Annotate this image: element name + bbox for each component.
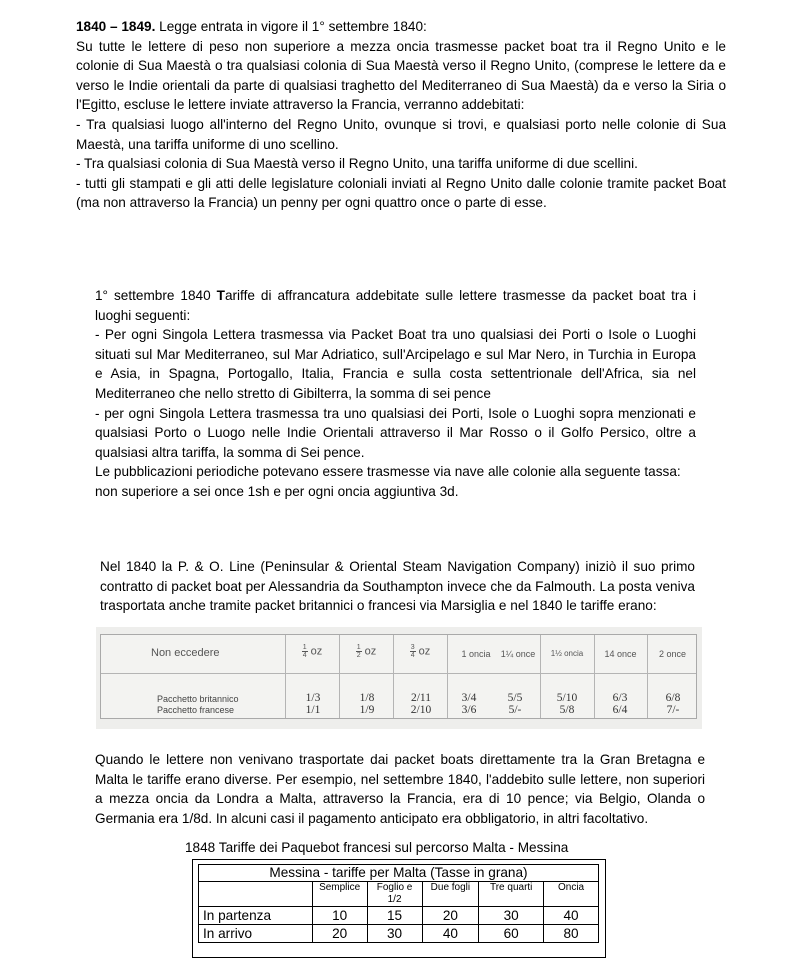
section-1-heading: 1840 – 1849. bbox=[76, 19, 156, 34]
cell-value: 5/8 bbox=[559, 704, 575, 716]
fraction-numerator: 1 bbox=[356, 644, 361, 651]
section-2-paragraph: Le pubblicazioni periodiche potevano essere trasmesse via nave alle colonie alla seguente tassa: bbox=[95, 464, 681, 480]
cell-value: 1/8 bbox=[359, 692, 375, 704]
cell-value: 1/9 bbox=[359, 704, 375, 716]
fraction bbox=[410, 644, 416, 659]
table-cell: 80 bbox=[544, 925, 599, 943]
section-1-paragraph: - Tra qualsiasi luogo all'interno del Regno Unito, ovunque si trovi, e qualsiasi porto nelle colonie di Sua Maestà, una tariffa uniforme di uno scellino. bbox=[76, 116, 726, 152]
scanned-rate-table bbox=[96, 627, 702, 729]
section-2-paragraph: - per ogni Singola Lettera trasmessa tra uno qualsiasi dei Porti, Isole o Luoghi sopra menzionati e qualsiasi Porto o Luogo nelle Indie Orientali attraverso il Mar Rosso o il Golfo Persico, oltre a qualsiasi altra tariffa, la somma di Sei pence. bbox=[95, 405, 696, 460]
section-3-paragraph: Nel 1840 la P. & O. Line (Peninsular & Oriental Steam Navigation Company) iniziò il suo primo contratto di packet boat per Alessandria da Southampton invece che da Falmouth. La posta veniva trasportata anche tramite packet britannici o francesi via Marsiglia e nel 1840 le tariffe erano: bbox=[100, 559, 695, 614]
section-1-paragraph: Su tutte le lettere di peso non superiore a mezza oncia trasmesse packet boat tra il Regno Unito e le colonie di Sua Maestà o tra qualsiasi colonia di Sua Maestà verso il Regno Unito, (comprese le lettere da e verso le Indie orientali da parte di qualsiasi traghetto del Mediterraneo di Sua Maestà) da e verso la Siria o l'Egitto, escluse le lettere inviate attraverso la Francia, verranno addebitati: bbox=[76, 38, 726, 113]
oz-unit: oz bbox=[418, 645, 431, 658]
row-label: In partenza bbox=[199, 907, 313, 925]
cell-value: 3/6 bbox=[461, 704, 477, 716]
section-gran-bretagna-malta bbox=[95, 750, 705, 828]
header-14-once: 14 once bbox=[604, 649, 637, 659]
oz-unit: oz bbox=[310, 645, 323, 658]
table-cell: 30 bbox=[367, 925, 422, 943]
cell-value: 3/4 bbox=[461, 692, 477, 704]
header-1-half-oncia: 1½ oncia bbox=[550, 649, 584, 658]
section-2-lead-tail: ariffe di affrancatura addebitate sulle lettere trasmesse da packet boat tra i luoghi seguenti: bbox=[95, 288, 697, 323]
header-empty-cell bbox=[199, 882, 313, 907]
table-divider bbox=[594, 635, 595, 718]
table-divider bbox=[101, 673, 696, 674]
header-half-oz bbox=[339, 644, 393, 659]
section-po-line bbox=[100, 557, 695, 616]
fraction-denominator: 4 bbox=[302, 652, 307, 659]
column-header: Oncia bbox=[544, 882, 599, 907]
cell-value: 1/3 bbox=[305, 692, 321, 704]
header-three-quarter-oz bbox=[393, 644, 447, 659]
fraction bbox=[302, 644, 308, 659]
table-row bbox=[199, 925, 599, 943]
table-cell: 15 bbox=[367, 907, 422, 925]
table-row bbox=[199, 907, 599, 925]
table-cell: 20 bbox=[422, 907, 479, 925]
section-2-lead bbox=[95, 286, 696, 325]
table-divider bbox=[647, 635, 648, 718]
table-cell: 20 bbox=[312, 925, 367, 943]
table-title-row bbox=[199, 865, 599, 882]
section-1-paragraph: - Tra qualsiasi colonia di Sua Maestà verso il Regno Unito, una tariffa uniforme di due scellini. bbox=[76, 156, 638, 172]
section-1-paragraph: - tutti gli stampati e gli atti delle legislature coloniali inviati al Regno Unito dalle colonie tramite packet Boat (ma non attraverso la Francia) un penny per ogni quattro once o parte di esse. bbox=[76, 175, 726, 211]
section-1-heading-line bbox=[76, 17, 726, 37]
column-header: Foglio e 1/2 bbox=[367, 882, 422, 907]
header-2-once: 2 once bbox=[658, 649, 687, 659]
row-label-britannico: Pacchetto britannico bbox=[157, 694, 239, 704]
cell-value: 5/5 bbox=[507, 692, 523, 704]
header-1-oncia: 1 oncia bbox=[461, 649, 491, 659]
table-divider bbox=[540, 635, 541, 718]
oz-unit: oz bbox=[364, 645, 377, 658]
header-1-quarter-once: 1¼ once bbox=[500, 649, 536, 659]
cell-value: 2/11 bbox=[410, 692, 432, 704]
table-cell: 30 bbox=[479, 907, 544, 925]
column-header: Due fogli bbox=[422, 882, 479, 907]
cell-value: 2/10 bbox=[410, 704, 432, 716]
fraction bbox=[356, 644, 362, 659]
messina-rate-table bbox=[198, 864, 599, 943]
table-cell: 60 bbox=[479, 925, 544, 943]
table-cell: 40 bbox=[544, 907, 599, 925]
row-label-francese: Pacchetto francese bbox=[157, 705, 235, 715]
cell-value: 5/10 bbox=[556, 692, 578, 704]
column-header: Tre quarti bbox=[479, 882, 544, 907]
section-4-paragraph: Quando le lettere non venivano trasportate dai packet boats direttamente tra la Gran Bretagna e Malta le tariffe erano diverse. Per esempio, nel settembre 1840, l'addebito sulle lettere, non superiori a mezza oncia da Londra a Malta, attraverso la Francia, era di 10 pence; via Belgio, Olanda o Germania era 1/8d. In alcuni casi il pagamento anticipato era obbligatorio, in altri facoltativo. bbox=[95, 752, 705, 826]
header-quarter-oz bbox=[285, 644, 339, 659]
table-title: Messina - tariffe per Malta (Tasse in grana) bbox=[199, 865, 599, 882]
table-header-row bbox=[199, 882, 599, 907]
table-cell: 40 bbox=[422, 925, 479, 943]
section-2-paragraph: - Per ogni Singola Lettera trasmessa via Packet Boat tra uno qualsiasi dei Porti o Isole o Luoghi situati sul Mar Mediterraneo, sul Mar Adriatico, sull'Arcipelago e sul Mar Nero, in Turchia in Europa e Asia, in Spagna, Portogallo, Italia, Francia e sulla costa settentrionale dell'Africa, sia nel Mediterraneo che nello stretto di Gibilterra, la somma di sei pence bbox=[95, 327, 696, 401]
cell-value: 7/- bbox=[666, 704, 680, 716]
section-1-heading-tail: Legge entrata in vigore il 1° settembre 1840: bbox=[155, 19, 427, 34]
cell-value: 6/4 bbox=[612, 704, 628, 716]
cell-value: 6/8 bbox=[665, 692, 681, 704]
header-non-eccedere: Non eccedere bbox=[151, 647, 220, 659]
messina-table-caption: 1848 Tariffe dei Paquebot francesi sul percorso Malta - Messina bbox=[185, 840, 569, 855]
fraction-numerator: 1 bbox=[302, 644, 307, 651]
section-2-lead-bold: T bbox=[216, 288, 225, 303]
section-2-lead-date: 1° settembre 1840 bbox=[95, 288, 217, 303]
row-label: In arrivo bbox=[199, 925, 313, 943]
table-divider bbox=[447, 635, 448, 718]
section-tariffe-1840 bbox=[95, 286, 696, 502]
fraction-denominator: 2 bbox=[356, 652, 361, 659]
cell-value: 1/1 bbox=[305, 704, 321, 716]
scanned-table-frame bbox=[100, 634, 697, 719]
cell-value: 5/- bbox=[508, 704, 522, 716]
fraction-numerator: 3 bbox=[410, 644, 415, 651]
column-header: Semplice bbox=[312, 882, 367, 907]
table-cell: 10 bbox=[312, 907, 367, 925]
fraction-denominator: 4 bbox=[410, 652, 415, 659]
section-2-paragraph: non superiore a sei once 1sh e per ogni oncia aggiuntiva 3d. bbox=[95, 483, 459, 499]
section-1840-1849 bbox=[76, 17, 726, 213]
cell-value: 6/3 bbox=[612, 692, 628, 704]
